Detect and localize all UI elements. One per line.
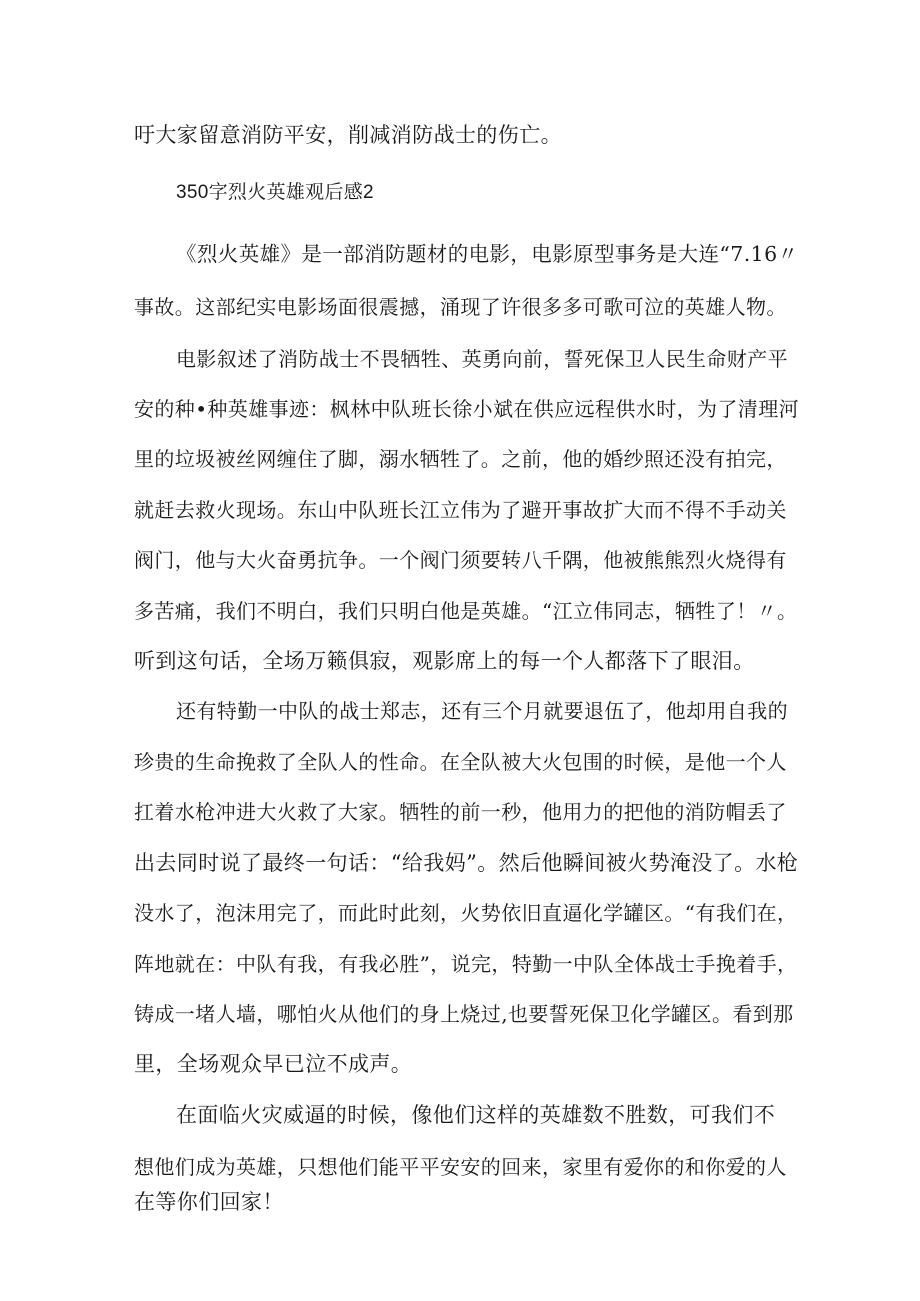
section-heading: 350字烈火英雄观后感2 [176,182,374,203]
text-line: 珍贵的生命挽救了全队人的性命。在全队被大火包围的时候，是他一个人 [134,750,787,774]
text-line: 听到这句话，全场万籁俱寂，观影席上的每一个人都落下了眼泪。 [134,649,755,673]
text-line: 铸成一堵人墙，哪怕火从他们的身上烧过,也要誓死保卫化学罐区。看到那 [134,1002,794,1026]
text-line: 就赶去救火现场。东山中队班长江立伟为了避开事故扩大而不得不手动关 [134,498,787,522]
text-line: 扛着水枪冲进大火救了大家。牺牲的前一秒，他用力的把他的消防帽丢了 [134,800,787,824]
text-line: 还有特勤一中队的战士郑志，还有三个月就要退伍了，他却用自我的 [176,699,788,723]
text-line: 事故。这部纪实电影场面很震撼，涌现了许很多多可歌可泣的英雄人物。 [134,295,787,319]
text-line: 里的垃圾被丝网缠住了脚，溺水牺牲了。之前，他的婚纱照还没有拍完， [134,447,787,471]
text-line: 安的种•种英雄事迹：枫林中队班长徐小斌在供应远程供水时，为了清理河 [134,397,799,421]
text-line: 阀门，他与大火奋勇抗争。一个阀门须要转八千隅，他被熊熊烈火烧得有 [134,548,787,572]
text-line: 阵地就在：中队有我，有我必胜”，说完，特勤一中队全体战士手挽着手， [134,952,798,976]
text-line: 多苦痛，我们不明白，我们只明白他是英雄。“江立伟同志，牺牲了！〃。 [134,599,798,623]
text-line: 在等你们回家！ [134,1190,284,1214]
text-line: 没水了，泡沫用完了，而此时此刻，火势依旧直逼化学罐区。“有我们在， [134,901,798,925]
text-line: 在面临火灾威逼的时候，像他们这样的英雄数不胜数，可我们不 [176,1103,776,1127]
text-line: 出去同时说了最终一句话：“给我妈”。然后他瞬间被火势淹没了。水枪 [134,851,799,875]
text-line: 吁大家留意消防平安，削减消防战士的伤亡。 [134,123,562,147]
text-line: 里，全场观众早已泣不成声。 [134,1052,413,1076]
text-line: 电影叙述了消防战士不畏牺牲、英勇向前，誓死保卫人民生命财产平 [176,347,788,371]
text-line: 想他们成为英雄，只想他们能平平安安的回来，家里有爱你的和你爱的人 [134,1155,787,1179]
text-line: 《烈火英雄》是一部消防题材的电影，电影原型事务是大连“7.16〃 [176,242,799,266]
